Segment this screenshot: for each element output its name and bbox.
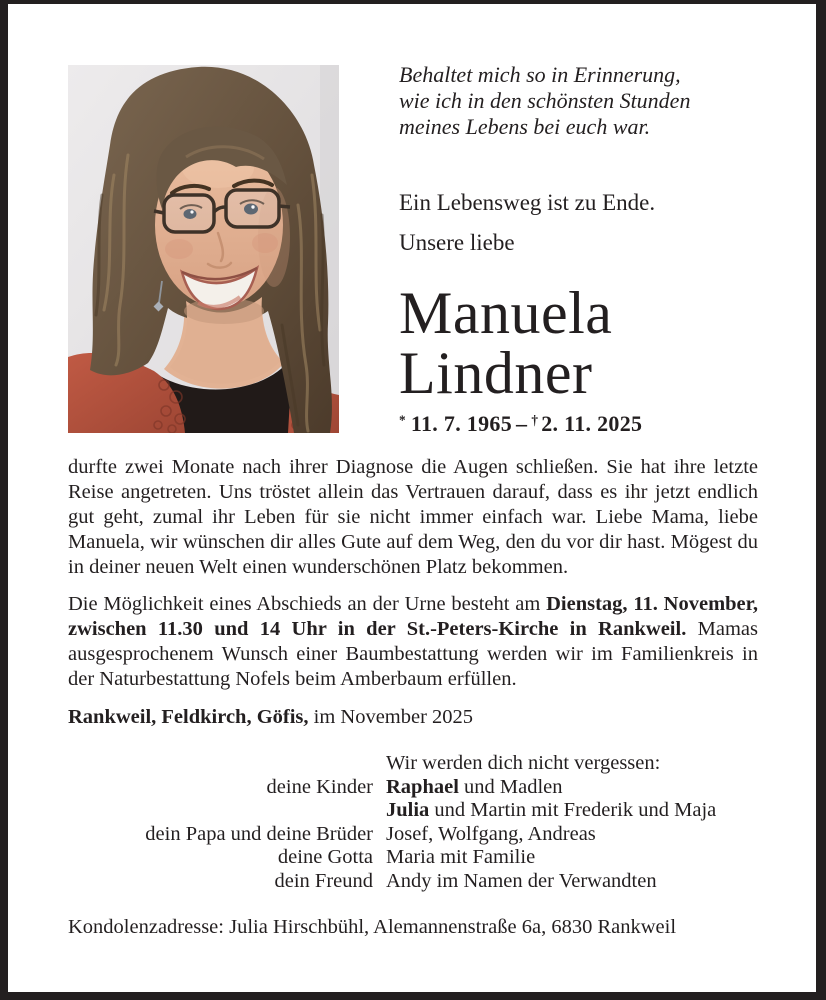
header-text-column [399,62,771,437]
cross-symbol: † [531,412,539,428]
quote-line-3: meines Lebens bei euch war. [399,114,651,139]
obituary-paragraph-1: durfte zwei Monate nach ihrer Diagnose die Augen schließen. Sie hat ihre letzte Reise angetreten. Uns tröstet allein das Vertrauen darauf, dass es ihr jetzt endlich gut geht, zumal ihr Leben für sie nicht immer einfach war. Liebe Mama, liebe Manuela, wir wünschen dir alles Gute auf dem Weg, den du vor dir hast. Mögest du in deiner neuen Welt einen wunderschönen Platz bekommen. [68,456,758,578]
star-symbol: * [399,412,406,428]
salutation-line: Unsere liebe [399,230,515,255]
quote-line-1: Behaltet mich so in Erinnerung, [399,62,681,87]
mourner-row [68,870,776,894]
dates-separator: – [516,411,528,436]
notice-header [8,4,816,455]
mourner-names [386,799,716,823]
portrait-photo [68,65,339,433]
memorial-quote [399,62,771,140]
mourner-row [68,776,776,800]
mourner-name-rest: und Martin mit Frederik und Maja [429,799,717,821]
farewell-role [68,752,373,776]
mourner-names [386,846,535,870]
intro-line: Ein Lebensweg ist zu Ende. [399,190,656,215]
mourner-role: dein Papa und deine Brüder [145,822,373,845]
mourner-row [68,823,776,847]
paragraph-2-text-start: Die Möglichkeit eines Abschieds an der Urne besteht am [68,593,547,615]
mourner-name-rest: Maria mit Familie [386,846,536,868]
mourner-names [386,823,596,847]
quote-line-2: wie ich in den schönsten Stunden [399,88,691,113]
mourner-name-bold: Julia [386,799,430,821]
places: Rankweil, Feldkirch, Göfis, [68,706,309,728]
mourner-names [386,870,657,894]
mourner-role: deine Kinder [266,775,373,798]
deceased-last-name: Lindner [399,340,593,406]
mourner-name-rest: Andy im Namen der Verwandten [386,869,657,892]
mourner-role: dein Freund [274,869,373,892]
ceremony-details: Dienstag, 11. November, zwischen 11.30 und 14 Uhr in der St.-Peters-Kirche in Rankweil. [68,593,758,640]
paragraph-2-text-end: Mamas ausgesprochenem Wunsch einer Baumbestattung werden wir im Familienkreis in der Naturbestattung Nofels beim Amberbaum erfüllen. [68,618,758,690]
mourner-name-rest: Josef, Wolfgang, Andreas [386,822,596,845]
life-dates [399,411,771,437]
birth-date: 11. 7. 1965 [410,411,512,436]
death-date: 2. 11. 2025 [541,411,643,436]
month-year: im November 2025 [308,706,474,728]
mourner-name-bold: Raphael [386,775,459,798]
portrait-photo-illustration [68,65,339,433]
farewell-heading: Wir werden dich nicht vergessen: [386,752,661,774]
mourner-row [68,799,776,823]
death-notice-card [8,4,816,992]
place-date-line [68,705,758,730]
mourner-row [68,846,776,870]
mourners-list [68,752,776,893]
obituary-paragraph-2 [68,592,758,692]
condolence-address: Kondolenzadresse: Julia Hirschbühl, Alemannenstraße 6a, 6830 Rankweil [68,916,677,938]
deceased-name [399,280,771,406]
mourner-name-rest: und Madlen [458,775,563,798]
deceased-first-name: Manuela [399,280,613,346]
mourner-role: deine Gotta [277,846,373,868]
farewell-heading-row [68,752,776,776]
mourner-role [68,799,373,823]
mourner-names [386,776,563,800]
